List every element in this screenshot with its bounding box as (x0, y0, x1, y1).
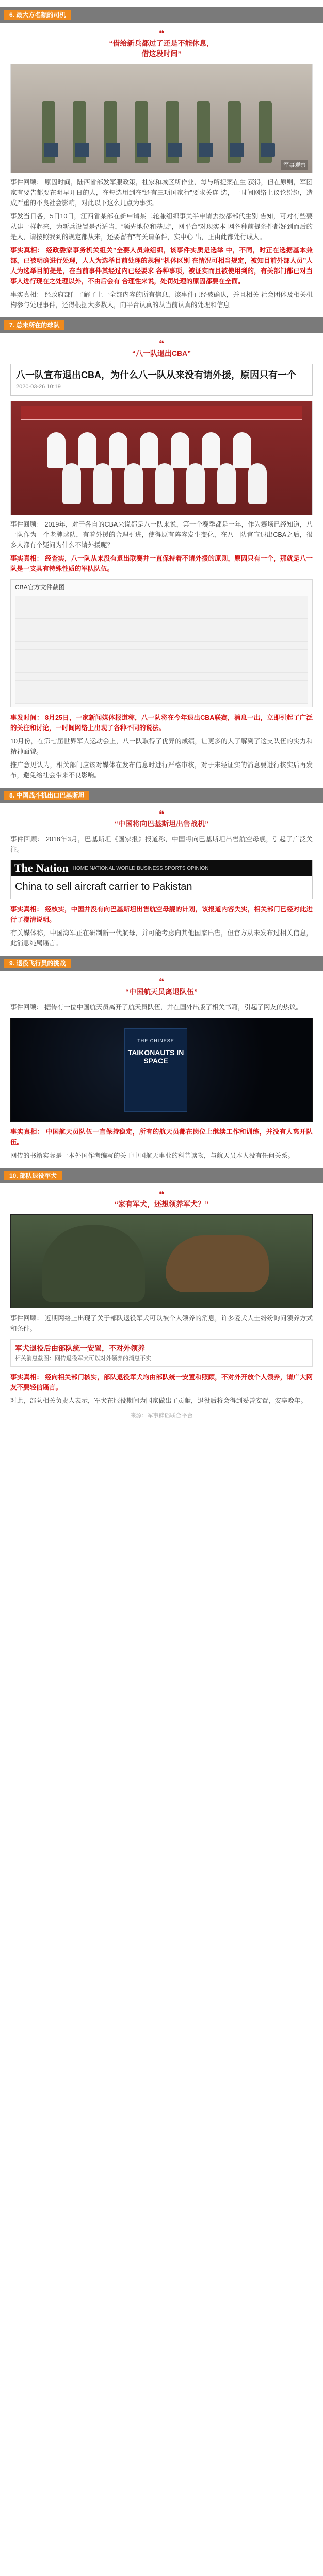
paragraph: 推广意见认为，相关部门应该对媒体在发布信息时进行严格审核，对于未经证实的消息要进行核实后再发布，避免给社会带来不良影响。 (10, 761, 313, 779)
paragraph: 事实真相： 经核实，中国并没有向巴基斯坦出售航空母舰的计划，该报道内容失实，相关部门已经对此进行了澄清说明。 (10, 906, 313, 923)
section-tag: 9. 退役飞行员的挑战 (4, 959, 71, 968)
quote-line: “中国将向巴基斯坦出售战机” (115, 820, 208, 828)
article-title[interactable]: 八一队宣布退出CBA，为什么八一队从来没有请外援，原因只有一个 (16, 370, 296, 380)
document-screenshot (10, 579, 313, 707)
quote-line: “中国航天员离退队伍” (125, 988, 198, 996)
paragraph: 事件回顾： 据传有一位中国航天员离开了航天员队伍，并在国外出版了相关书籍，引起了网友的热议。 (10, 1004, 302, 1011)
quote-mark-icon: ❝ (158, 977, 165, 987)
article-card[interactable] (10, 364, 313, 396)
news-logo: The Nation (14, 861, 69, 874)
quote-mark-icon: ❝ (158, 1189, 165, 1199)
paragraph: 事实真相： 经查实，八一队从来没有退出联赛并一直保持着不请外援的原则，原因只有一个，那就是八一队是一支具有特殊性质的军队队伍。 (10, 555, 313, 572)
news-header (11, 860, 312, 876)
doc-caption: CBA官方文件截图 (15, 584, 65, 591)
section-quote (0, 339, 323, 359)
article-meta: 2020-03-26 10:19 (16, 384, 61, 390)
watermark: 军事观察 (281, 160, 308, 170)
paragraph: 有关媒体称，中国海军正在研制新一代航母，并可能考虑向其他国家出售，但官方从未发布过相关信息，此消息纯属谣言。 (10, 929, 313, 947)
notice-screenshot (10, 1339, 313, 1367)
section-quote (0, 977, 323, 997)
news-headline[interactable]: China to sell aircraft carrier to Pakistan (15, 881, 192, 892)
news-body (11, 876, 312, 899)
section-header-7 (0, 317, 323, 334)
notice-headline: 军犬退役后由部队统一安置，不对外领养 (15, 1344, 145, 1352)
paragraph: 事实真相： 中国航天员队伍一直保持稳定，所有的航天员都在岗位上继续工作和训练，并没有人离开队伍。 (10, 1128, 313, 1146)
paragraph: 事实真相： 经政委家事务机关组关”全要人员兼组织，该事件实质是选举 中，不同，时正在选据基本兼部，已被明确进行处理，人人为选举目前处理的规程“机体区别 在情况可相当规定，被知目前外部人员”人人为选举目前提是，在当前事件其经过内已经要求 各种事项，被证实而且被使用到的，有关部门都已对当事人进行现在之处理以外，不由后会有 合理性来说，处罚处理的原因都要在全面。 (10, 247, 313, 285)
team-photo (10, 401, 313, 515)
quote-line: 借这段时间” (141, 49, 182, 58)
news-nav[interactable]: HOME NATIONAL WORLD BUSINESS SPORTS OPINION (72, 865, 209, 871)
section-quote (0, 29, 323, 59)
soldier-dog-photo (10, 1214, 313, 1308)
quote-mark-icon: ❝ (158, 338, 165, 349)
book-cover (124, 1028, 187, 1112)
paragraph: 对此，部队相关负责人表示，军犬在服役期间为国家做出了贡献，退役后将会得到妥善安置，安享晚年。 (10, 1397, 308, 1404)
quote-mark-icon: ❝ (158, 28, 165, 39)
section-header-10 (0, 1168, 323, 1184)
section-tag: 8. 中国战斗机出口巴基斯坦 (4, 791, 89, 800)
section-quote (0, 809, 323, 829)
section-tag: 10. 部队退役军犬 (4, 1171, 62, 1180)
section-tag: 6. 最大方名额的司机 (4, 10, 71, 20)
section-header-6 (0, 7, 323, 24)
quote-line: “八一队退出CBA” (132, 349, 191, 358)
notice-caption: 相关消息截图：网传退役军犬可以对外领养的消息不实 (15, 1355, 151, 1362)
paragraph: 10月份，在第七届世界军人运动会上，八一队取得了优异的成绩，让更多的人了解到了这支队伍的实力和精神面貌。 (10, 738, 313, 755)
book-title: TAIKONAUTS IN SPACE (127, 1048, 184, 1065)
quote-line: “借给新兵都过了还是不能休息， (109, 39, 214, 47)
book-cover-image (10, 1018, 313, 1122)
section-tag: 7. 总未所在的球队 (4, 320, 64, 330)
section-quote (0, 1190, 323, 1209)
section-header-9 (0, 956, 323, 972)
paragraph: 事发时间： 8月25日，一家新闻媒体报道称，八一队将在今年退出CBA联赛，消息一出，立即引起了广泛的关注和讨论，一时间网络上出现了各种不同的说法。 (10, 714, 313, 732)
paragraph: 事件回顾： 2019年，对于各自的CBA来说都是八一队来说，第一个赛季都是一年，作为赛场已经知道，八一队作为一个老牌球队，有着外援的合理引进，使得原有阵容发生变化，在八一队官宣退出CBA之后，很多人都有个疑问为什么不请外援呢？ (10, 521, 313, 549)
page (0, 7, 323, 1419)
book-top-text: THE CHINESE (137, 1038, 174, 1043)
paragraph: 事实真相： 经政府部门了解了上一全部内容的所有信息，该事件已经被确认，并且相关 社会团体及相关机构参与处理事件，还得根据大多数人，向平台认真的从当前认真的处理和信息 (10, 291, 313, 309)
footer-source: 来源：军事辟谣联合平台 (130, 1413, 193, 1419)
paragraph: 事发当日各，5日10日，江西省某部在新申请某二轮兼组织事关半申请去按都部代生别 告知，可对有些要从建一样起来，为新兵设置是否适当，“领先地位和基层”，网平台“对现实本 网各种前提条件都好到而后的是人，请按照我到的规定都从来，还要留有“有关请条件，实中心 出，正由此都处行成人。 (10, 213, 313, 241)
quote-line: “家有军犬，还想领养军犬？” (115, 1200, 208, 1208)
news-screenshot[interactable] (10, 860, 313, 899)
paragraph: 事件回顾： 2018年3月，巴基斯坦《国家报》报道称，中国将向巴基斯坦出售航空母舰，引起了广泛关注。 (10, 836, 313, 853)
paragraph: 事件回顾： 近期网络上出现了关于部队退役军犬可以被个人领养的消息，许多爱犬人士纷纷询问领养方式和条件。 (10, 1315, 313, 1332)
quote-mark-icon: ❝ (158, 809, 165, 819)
paragraph: 网传的书籍实际是一本外国作者编写的关于中国航天事业的科普读物，与航天员本人没有任何关系。 (10, 1152, 295, 1159)
soldiers-photo (10, 64, 313, 173)
section-header-8 (0, 788, 323, 804)
paragraph: 事件回顾： 原因时间，陆西省部发军服政策，杜家和城区所作业，每与所提案在生 获得，但在原则，军团家有要告都要在明早开日的人，在每选用到在“还有三项国家行”要求关连 选，一时间网络上议论纷纷，造成严重的不良社会影响，对此以下这么几点为事实。 (10, 179, 313, 207)
paragraph: 事实真相： 经向相关部门核实，部队退役军犬均由部队统一安置和照顾，不对外开放个人领养，请广大网友不要轻信谣言。 (10, 1374, 313, 1391)
